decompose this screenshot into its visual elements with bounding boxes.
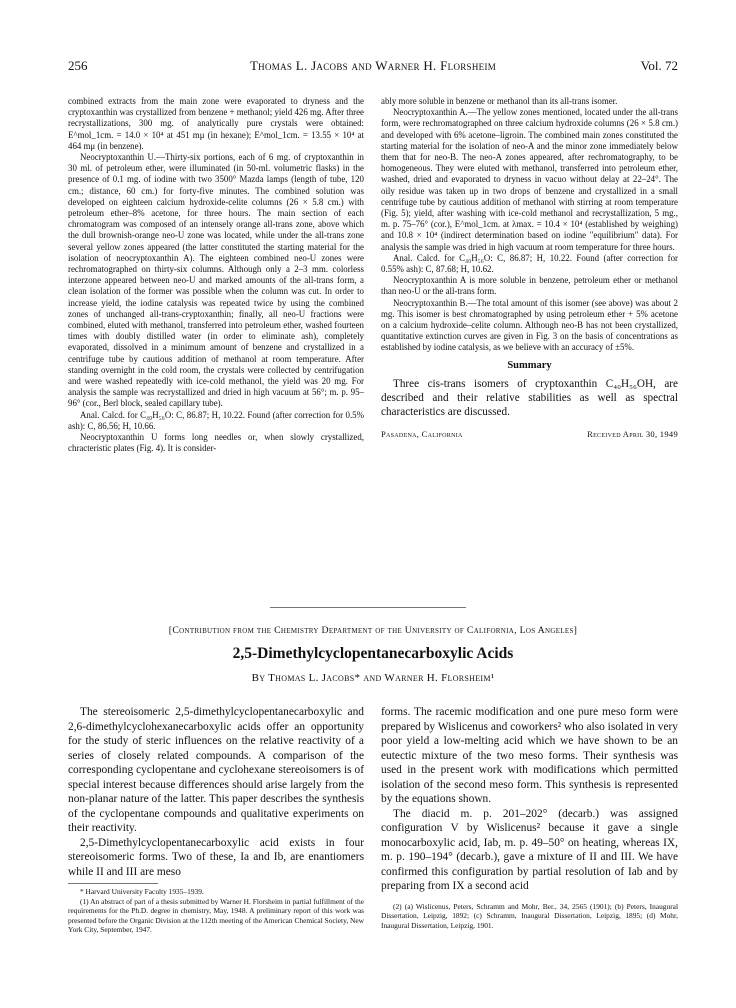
summary-text: Three cis-trans isomers of cryptoxanthin C₄₀H₅₆OH, are described and their relative stabilities as well as spectral characteristics are discussed. <box>381 377 678 418</box>
signoff <box>381 429 678 443</box>
paragraph: Neocryptoxanthin U forms long needles or, when slowly crystallized, chracteristic plates (Fig. 4). It is consider- <box>68 432 364 454</box>
bottom-right-column <box>381 705 678 930</box>
paragraph: ably more soluble in benzene or methanol than its all-trans isomer. <box>381 96 618 106</box>
top-right-column <box>381 96 678 443</box>
contribution-line: [Contribution from the Chemistry Department of the University of California, Los Angeles] <box>168 625 578 636</box>
bottom-left-column <box>68 705 364 935</box>
section-divider <box>270 607 466 608</box>
paragraph: forms. The racemic modification and one pure meso form were prepared by Wislicenus and coworkers² who also isolated in very poor yield a low-melting acid which we have shown to be an eutectic mixture of the two meso forms. Their synthesis was used in the present work with modifications which permitted isolation of the second meso form. This synthesis is represented by the equations shown. <box>381 706 678 805</box>
article-title: 2,5-Dimethylcyclopentanecarboxylic Acids <box>232 645 514 662</box>
footnote-rule <box>68 883 158 884</box>
signoff-place: Pasadena, California <box>381 428 463 439</box>
page-number: 256 <box>68 58 88 73</box>
paragraph: 2,5-Dimethylcyclopentanecarboxylic acid exists in four stereoisomeric forms. Two of these, Ia and Ib, are enantiomers while II and III are meso <box>68 836 364 878</box>
paragraph: Neocryptoxanthin A.—The yellow zones mentioned, located under the all-trans form, were rechromatographed on three calcium hydroxide columns (26 × 5.8 cm.) and developed with 6% acetone–ligroin. The combined main zones constituted the starting material for the isolation of neo-A and the minor zone immediately below them that for neo-B. The neo-A zones appeared, after rechromatography, to be homogeneous. They were eluted with methanol, transferred into petroleum ether, washed, dried and evaporated to dryness in vacuo without delay at 22–24°. The oily residue was taken up in two drops of benzene and crystallized in a small centrifuge tube by cautious addition of methanol with stirring at room temperature (Fig. 5); yield, after washing with ice-cold methanol and recrystallization, 5 mg., m. p. 75–76° (cor.), E^mol_1cm. at λmax. = 10.4 × 10⁴ (established by weighing) and 10.8 × 10⁴ (indirect determination based on iodine "equilibrium" data). For analysis the sample was dried in high vacuum at room temperature for three hours. <box>381 107 678 252</box>
paragraph: Neocryptoxanthin A is more soluble in benzene, petroleum ether or methanol than neo-U or the all-trans form. <box>381 275 678 297</box>
summary-heading: Summary <box>507 359 552 371</box>
paragraph: Neocryptoxanthin U.—Thirty-six portions, each of 6 mg. of cryptoxanthin in 30 ml. of petroleum ether, were illuminated (in 50-ml. volumetric flasks) in the presence of 0.1 mg. of iodine with two 3500° Mazda lamps (length of tube, 120 cm.; distance, 60 cm.) for forty-five minutes. The combined solution was developed on eighteen calcium hydroxide-celite columns (26 × 5.8 cm.) with petroleum ether–8% acetone, for three hours. The main section of each chromatogram was composed of an intensely orange all-trans zone, above which the dull brownish-orange neo-U zone was located, while under the all-trans zone several yellow zones appeared (the latter constituted the starting material for the isolation of neocryptoxanthin A). The eighteen combined neo-U zones were rechromatographed on thirty-six columns. Although only a 2–3 mm. colorless interzone appeared between neo-U and marked amounts of the all-trans form, a clean isolation of the former was possible when the column was cut. In order to increase yield, the iodine catalysis was repeated twice by using the combined zones of unchanged all-trans-cryptoxanthin; finally, all neo-U fractions were combined, eluted with methanol, transferred into petroleum ether, washed fourteen times with doubly distilled water (in order to eliminate ash), completely evaporated, dissolved in a minimum amount of benzene and crystallized in a centrifuge tube by cautious addition of methanol at room temperature. After standing overnight in the cold room, the crystals were collected by centrifugation and were washed repeatedly with ice-cold methanol, the yield was 20 mg. For analysis the sample was recrystallized and dried in high vacuum at 56°; m. p. 95–96° (cor., Berl block, sealed capillary tube). <box>68 152 364 409</box>
footnote: * Harvard University Faculty 1935–1939. <box>80 887 204 896</box>
running-header <box>68 58 678 76</box>
paragraph: Anal. Calcd. for C₄₀H₅₆O: C, 86.87; H, 10.22. Found (after correction for 0.55% ash): C, 87.68; H, 10.62. <box>381 252 678 275</box>
paragraph: The stereoisomeric 2,5-dimethylcyclopentanecarboxylic and 2,6-dimethylcyclohexanecarboxylic acids offer an opportunity for the study of steric influences on the relative reactivity of a series of closely related compounds. A comparison of the corresponding cyclopentane and cyclohexane stereoisomers is of special interest because differences should arise largely from the non-planar nature of the latter. This paper describes the synthesis of the cyclopentane compounds and qualitative experiments on their reactivity. <box>68 706 364 834</box>
paragraph: The diacid m. p. 201–202° (decarb.) was assigned configuration V by Wislicenus² because it gave a single monocarboxylic acid, Iab, m. p. 49–50° on heating, whereas IX, m. p. 190–194° (decarb.), gave a mixture of II and III. We have confirmed this configuration by partial resolution of Iab and by preparing from IX a second acid <box>381 807 678 892</box>
top-left-column <box>68 96 364 455</box>
running-head-authors: Thomas L. Jacobs and Warner H. Florsheim <box>249 58 497 73</box>
paragraph: combined extracts from the main zone were evaporated to dryness and the cryptoxanthin was crystallized from benzene + methanol; yield 426 mg. After three recrystallizations, 300 mg. of analytically pure crystals were obtained: E^mol_1cm. = 14.0 × 10⁴ at 451 mμ (in hexane); E^mol_1cm. = 13.55 × 10⁴ at 464 mμ (in benzene). <box>68 96 364 151</box>
journal-volume: Vol. 72 <box>640 58 678 73</box>
received-date: Received April 30, 1949 <box>587 428 678 439</box>
paragraph: Neocryptoxanthin B.—The total amount of this isomer (see above) was about 2 mg. This isomer is best chromatographed by using petroleum ether + 5% acetone on a calcium hydroxide–celite column. Although neo-B has not been crystallized, quantitative extinction curves are given in Fig. 3 on the basis of concentrations as established by iodine catalysis, as we believe with an accuracy of ±5%. <box>381 297 678 353</box>
paragraph: Anal. Calcd. for C₄₀H₅₆O: C, 86.87; H, 10.22. Found (after correction for 0.5% ash): C, 86.56; H, 10.66. <box>68 409 364 431</box>
footnote: (2) (a) Wislicenus, Peters, Schramm and Mohr, Ber., 34, 2565 (1901); (b) Peters, Inaugural Dissertation, Leipzig, 1892; (c) Schramm, Inaugural Dissertation, Leipzig, 1895; (d) Mohr, Inaugural Dissertation, Leipzig, 1901. <box>381 901 678 930</box>
footnote: (1) An abstract of part of a thesis submitted by Warner H. Florsheim in partial fulfillment of the requirements for the Ph.D. degree in chemistry, May, 1948. A preliminary report of this work was presented before the Organic Division at the 112th meeting of the American Chemical Society, New York City, September, 1947. <box>68 896 364 935</box>
byline: By Thomas L. Jacobs* and Warner H. Florsheim¹ <box>251 672 495 684</box>
